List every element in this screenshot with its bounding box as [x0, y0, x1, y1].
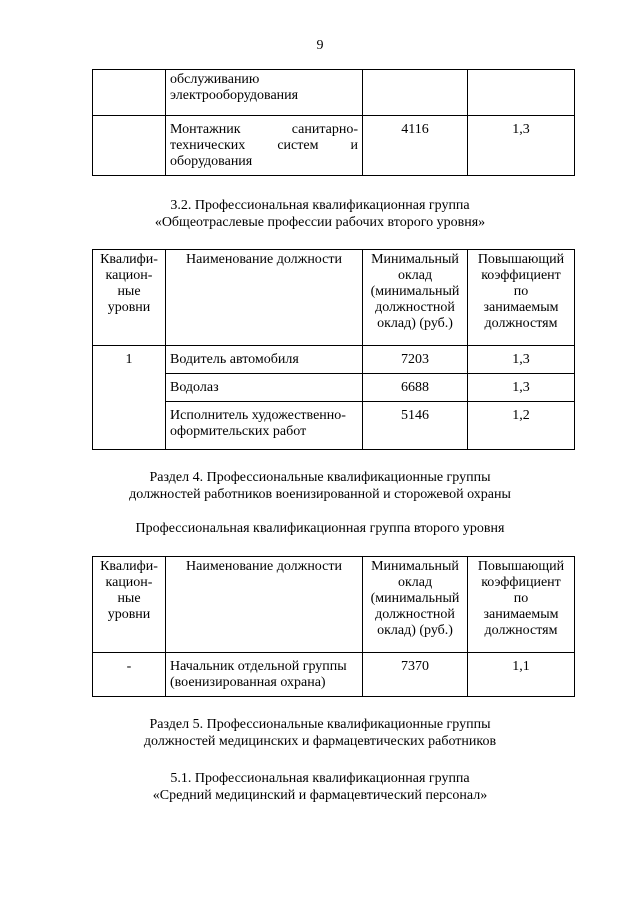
- table-row: [93, 346, 575, 374]
- coefficient-value: 1,3: [468, 346, 575, 374]
- salary-value: 6688: [363, 374, 468, 402]
- table-row: [93, 402, 575, 450]
- section-subtitle-4: Профессиональная квалификационная группа второго уровня: [135, 521, 505, 536]
- heading-line: Раздел 5. Профессиональные квалификационные группы: [149, 717, 491, 732]
- level-value: 1: [93, 346, 166, 450]
- header-level: Квалифи- кацион- ные уровни: [93, 250, 166, 346]
- job-title: Монтажник санитарно-технических систем и оборудования: [166, 116, 363, 176]
- coefficient-value: 1,3: [468, 374, 575, 402]
- header-coef: Повышающий коэффициент по занимаемым должностям: [468, 250, 575, 346]
- heading-line: 3.2. Профессиональная квалификационная группа: [170, 198, 470, 213]
- table-cell: [93, 70, 166, 116]
- table-cell: [166, 70, 363, 116]
- salary-value: 4116: [363, 116, 468, 176]
- section-heading-5: [0, 716, 640, 750]
- job-title: Водолаз: [166, 374, 363, 402]
- coefficient-value: 1,1: [468, 653, 575, 697]
- table-cell: [468, 70, 575, 116]
- table-3-2: [92, 249, 575, 450]
- table-header-row: [93, 250, 575, 346]
- header-salary: Минимальный оклад (минимальный должностной оклад) (руб.): [363, 557, 468, 653]
- table-4: [92, 556, 575, 697]
- section-heading-5-1: [0, 770, 640, 804]
- heading-line: 5.1. Профессиональная квалификационная группа: [170, 771, 470, 786]
- salary-value: 7203: [363, 346, 468, 374]
- header-name: Наименование должности: [166, 557, 363, 653]
- coefficient-value: 1,2: [468, 402, 575, 450]
- header-coef: Повышающий коэффициент по занимаемым должностям: [468, 557, 575, 653]
- header-level: Квалифи- кацион- ные уровни: [93, 557, 166, 653]
- heading-line: «Общеотраслевые профессии рабочих второго уровня»: [154, 215, 486, 230]
- heading-line: должностей работников военизированной и сторожевой охраны: [129, 487, 511, 502]
- section-heading-4: [0, 469, 640, 503]
- header-salary: Минимальный оклад (минимальный должностной оклад) (руб.): [363, 250, 468, 346]
- job-title: Начальник отдельной группы (военизированная охрана): [166, 653, 363, 697]
- job-title: обслуживанию: [170, 72, 260, 87]
- table-row: [93, 653, 575, 697]
- section-heading-3-2: [0, 197, 640, 231]
- job-title: Водитель автомобиля: [166, 346, 363, 374]
- table-cell: [93, 116, 166, 176]
- coefficient-value: 1,3: [468, 116, 575, 176]
- table-row: [93, 70, 575, 116]
- level-value: -: [93, 653, 166, 697]
- salary-value: 7370: [363, 653, 468, 697]
- heading-line: должностей медицинских и фармацевтических работников: [143, 734, 497, 749]
- table-row: [93, 116, 575, 176]
- table-continuation: [92, 69, 575, 176]
- page-number: 9: [316, 38, 324, 53]
- header-name: Наименование должности: [166, 250, 363, 346]
- salary-value: 5146: [363, 402, 468, 450]
- table-header-row: [93, 557, 575, 653]
- job-title: электрооборудования: [170, 88, 299, 103]
- heading-line: «Средний медицинский и фармацевтический персонал»: [152, 788, 488, 803]
- heading-line: Раздел 4. Профессиональные квалификационные группы: [149, 470, 491, 485]
- job-title: Исполнитель художественно-оформительских работ: [166, 402, 363, 450]
- table-row: [93, 374, 575, 402]
- table-cell: [363, 70, 468, 116]
